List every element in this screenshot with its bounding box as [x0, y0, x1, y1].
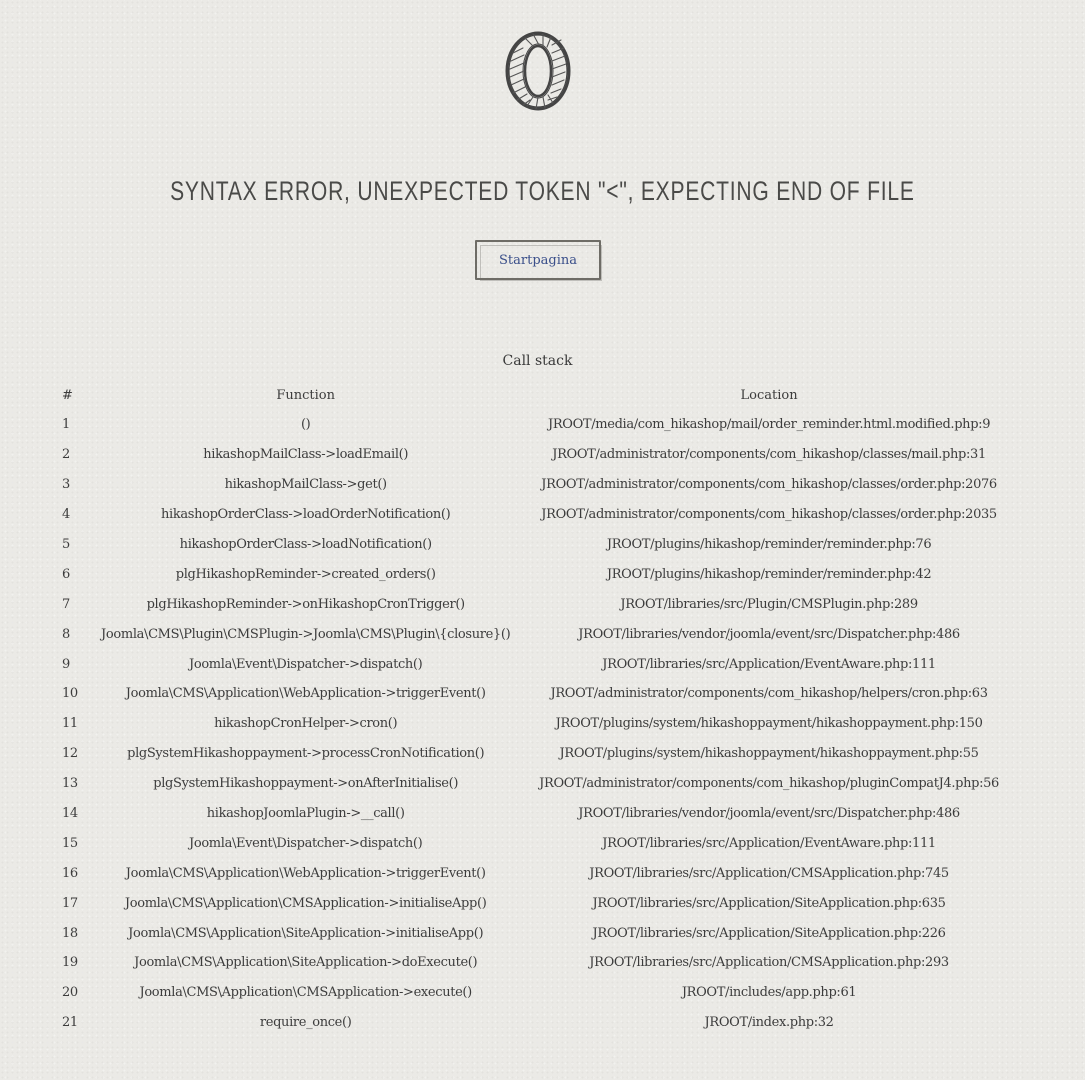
row-function: Joomla\CMS\Application\SiteApplication->doExecute(): [134, 955, 478, 971]
row-function: Joomla\CMS\Application\SiteApplication->initialiseApp(): [128, 925, 484, 941]
row-location: JROOT/libraries/src/Application/EventAware.php:111: [602, 656, 936, 672]
row-location: JROOT/media/com_hikashop/mail/order_reminder.html.modified.php:9: [547, 417, 991, 433]
row-location: JROOT/administrator/components/com_hikashop/classes/order.php:2035: [541, 507, 997, 523]
row-location: JROOT/libraries/src/Application/SiteApplication.php:635: [592, 895, 946, 911]
column-header-number: #: [62, 387, 73, 403]
call-stack-table: [58, 380, 1018, 1038]
row-location: JROOT/administrator/components/com_hikashop/classes/order.php:2076: [541, 477, 997, 493]
row-location: JROOT/libraries/src/Plugin/CMSPlugin.php:289: [620, 596, 918, 612]
table-row: [58, 440, 1018, 470]
column-header-function: Function: [276, 387, 335, 403]
row-function: Joomla\Event\Dispatcher->dispatch(): [188, 835, 423, 851]
row-location: JROOT/administrator/components/com_hikashop/pluginCompatJ4.php:56: [539, 776, 999, 792]
table-row: [58, 828, 1018, 858]
row-number: 17: [62, 895, 78, 911]
row-function: hikashopOrderClass->loadNotification(): [179, 537, 432, 552]
call-stack-caption: Call stack: [502, 353, 573, 369]
row-location: JROOT/includes/app.php:61: [681, 985, 857, 1001]
table-row: [58, 619, 1018, 649]
table-row: [58, 559, 1018, 589]
row-location: JROOT/administrator/components/com_hikashop/helpers/cron.php:63: [550, 686, 988, 702]
row-number: 10: [62, 686, 78, 702]
row-location: JROOT/libraries/vendor/joomla/event/src/Dispatcher.php:486: [578, 806, 960, 822]
row-number: 16: [62, 865, 78, 881]
table-row: [58, 709, 1018, 739]
table-row: [58, 1008, 1018, 1038]
row-function: require_once(): [259, 1015, 352, 1031]
table-row: [58, 858, 1018, 888]
table-row: [58, 739, 1018, 769]
row-function: Joomla\CMS\Plugin\CMSPlugin->Joomla\CMS\Plugin\{closure}(): [101, 626, 511, 642]
error-title: SYNTAX ERROR, UNEXPECTED TOKEN "<", EXPECTING END OF FILE: [170, 176, 915, 206]
row-function: hikashopMailClass->get(): [224, 477, 387, 493]
row-number: 2: [62, 447, 70, 463]
row-number: 13: [62, 776, 78, 792]
table-row: [58, 888, 1018, 918]
row-function: Joomla\CMS\Application\WebApplication->triggerEvent(): [125, 865, 486, 881]
table-row: [58, 649, 1018, 679]
row-function: hikashopMailClass->loadEmail(): [203, 447, 409, 463]
row-location: JROOT/libraries/src/Application/CMSApplication.php:293: [589, 955, 949, 971]
row-function: Joomla\Event\Dispatcher->dispatch(): [188, 656, 423, 672]
row-location: JROOT/administrator/components/com_hikashop/classes/mail.php:31: [552, 447, 986, 463]
row-number: 1: [62, 417, 70, 433]
row-location: JROOT/plugins/hikashop/reminder/reminder.php:76: [606, 537, 932, 552]
row-number: 5: [62, 537, 70, 552]
row-function: Joomla\CMS\Application\CMSApplication->execute(): [139, 985, 472, 1001]
row-number: 19: [62, 955, 78, 971]
row-function: plgSystemHikashoppayment->onAfterInitialise(): [153, 776, 459, 792]
table-row: [58, 410, 1018, 440]
row-location: JROOT/plugins/system/hikashoppayment/hikashoppayment.php:150: [555, 716, 983, 732]
row-number: 14: [62, 806, 78, 822]
row-number: 15: [62, 835, 78, 851]
row-number: 6: [62, 566, 70, 582]
row-number: 12: [62, 746, 78, 762]
row-number: 18: [62, 925, 78, 941]
row-function: hikashopJoomlaPlugin->__call(): [206, 806, 405, 822]
row-location: JROOT/libraries/src/Application/EventAware.php:111: [602, 835, 936, 851]
table-row: [58, 799, 1018, 829]
table-row: [58, 679, 1018, 709]
row-number: 20: [62, 985, 78, 1001]
row-number: 4: [62, 507, 70, 523]
row-location: JROOT/libraries/src/Application/SiteApplication.php:226: [592, 925, 946, 941]
table-row: [58, 589, 1018, 619]
row-function: plgHikashopReminder->onHikashopCronTrigger(): [146, 596, 465, 612]
row-function: (): [300, 417, 311, 433]
row-number: 21: [62, 1015, 78, 1031]
table-row: [58, 500, 1018, 530]
row-location: JROOT/libraries/vendor/joomla/event/src/Dispatcher.php:486: [578, 626, 960, 642]
row-number: 8: [62, 626, 70, 642]
table-row: [58, 948, 1018, 978]
row-number: 3: [62, 477, 70, 493]
call-stack-body: [58, 410, 1018, 1038]
row-function: Joomla\CMS\Application\CMSApplication->initialiseApp(): [124, 895, 487, 911]
call-stack-header-row: [58, 380, 1018, 410]
row-location: JROOT/index.php:32: [704, 1015, 834, 1031]
table-row: [58, 918, 1018, 948]
row-location: JROOT/plugins/system/hikashoppayment/hikashoppayment.php:55: [559, 746, 979, 762]
table-row: [58, 769, 1018, 799]
row-location: JROOT/plugins/hikashop/reminder/reminder.php:42: [606, 566, 932, 582]
home-button[interactable]: Startpagina: [475, 240, 601, 280]
row-function: Joomla\CMS\Application\WebApplication->triggerEvent(): [125, 686, 486, 702]
row-location: JROOT/libraries/src/Application/CMSApplication.php:745: [589, 865, 949, 881]
row-number: 9: [62, 656, 70, 672]
sketch-zero-logo-icon: [503, 28, 573, 114]
row-number: 11: [62, 716, 78, 732]
row-function: hikashopOrderClass->loadOrderNotification(): [161, 507, 451, 523]
table-row: [58, 978, 1018, 1008]
row-number: 7: [62, 596, 70, 612]
row-function: plgHikashopReminder->created_orders(): [175, 566, 436, 582]
row-function: hikashopCronHelper->cron(): [214, 716, 398, 732]
table-row: [58, 470, 1018, 500]
column-header-location: Location: [740, 387, 798, 403]
row-function: plgSystemHikashoppayment->processCronNotification(): [127, 746, 485, 762]
table-row: [58, 530, 1018, 560]
